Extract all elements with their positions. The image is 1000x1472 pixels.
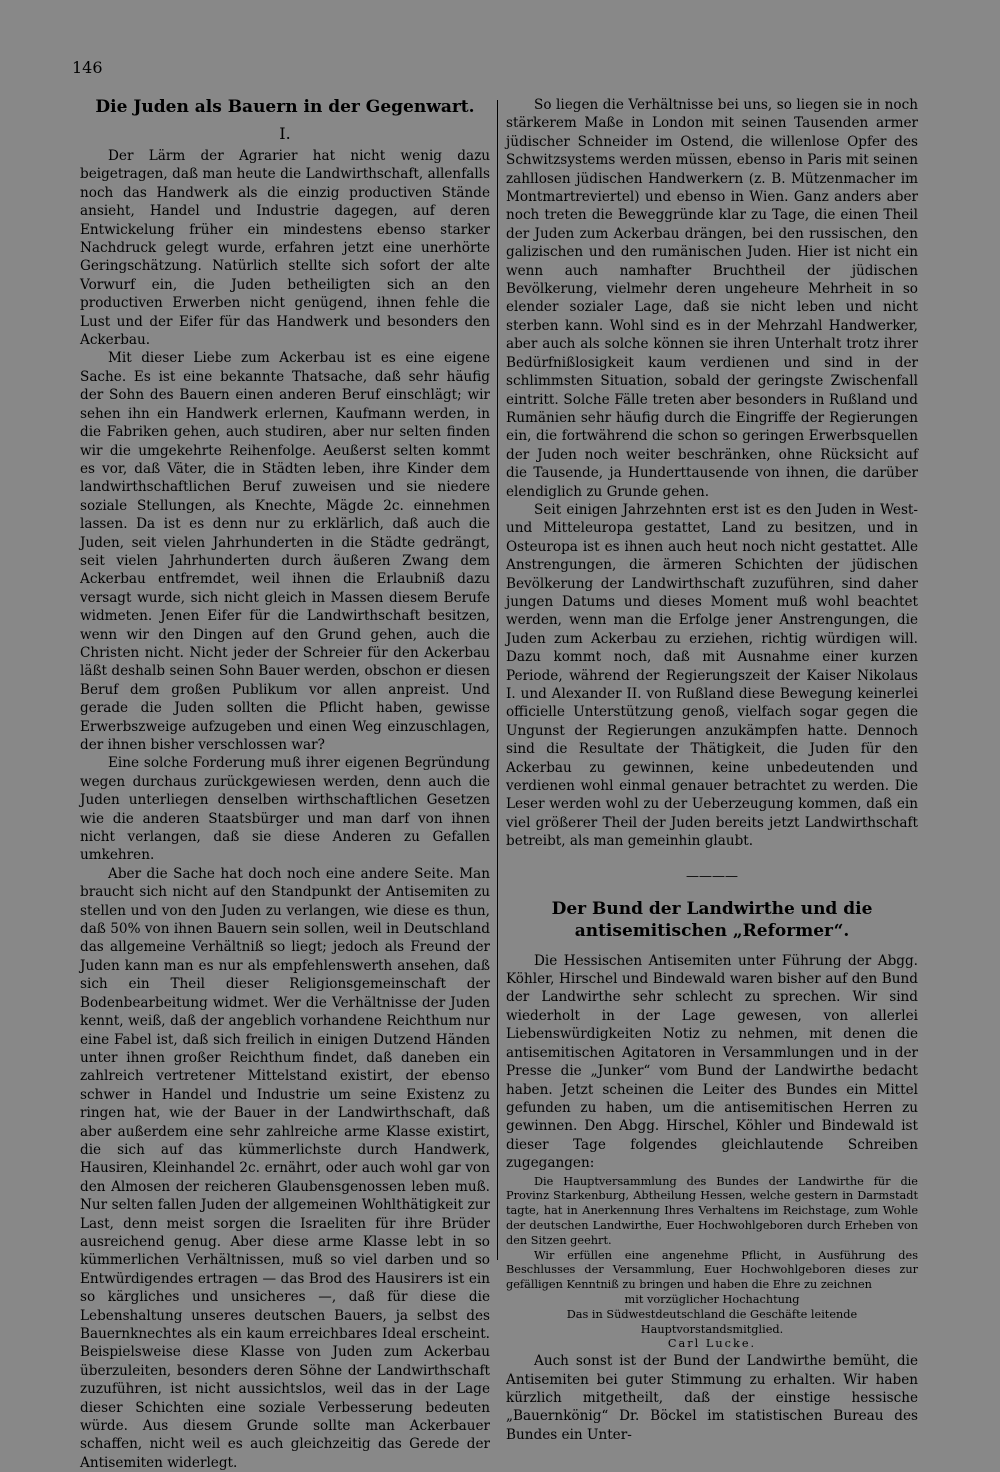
paragraph: Die Hessischen Antisemiten unter Führung der Abgg. Köhler, Hirschel und Bindewald waren bisher auf den Bund der Landwirthe sehr schlecht zu sprechen. Wir sind wiederholt in der Lage gewesen, von allerlei Liebenswürdigkeiten Notiz zu nehmen, mit denen die antisemitischen Agitatoren in Versammlungen und in der Presse die „Junker“ vom Bund der Landwirthe bedacht haben. Jetzt scheinen die Leiter des Bundes ein Mittel gefunden zu haben, um die antisemitischen Herren zu gewinnen. Den Abgg. Hirschel, Köhler und Bindewald ist dieser Tage folgendes gleichlautende Schreiben zugegangen: [506,952,918,1172]
paragraph: Mit dieser Liebe zum Ackerbau ist es eine eigene Sache. Es ist eine bekannte Thatsache, daß sehr häufig der Sohn des Bauern einen anderen Beruf einschlägt; wir sehen ihn ein Handwerk erlernen, Kaufmann werden, in die Fabriken gehen, auch studiren, aber nur selten finden wir die umgekehrte Reihenfolge. Aeußerst selten kommt es vor, daß Väter, die in Städten leben, ihre Kinder dem landwirthschaftlichen Beruf zuweisen und sie niedere soziale Stellungen, als Knechte, Mägde 2c. einnehmen lassen. Da ist es denn nur zu erklärlich, daß auch die Juden, seit vielen Jahrhunderten in die Städte gedrängt, seit vielen Jahrhunderten durch äußeren Zwang dem Ackerbau entfremdet, weil ihnen die Erlaubniß dazu versagt wurde, sich nicht gleich in Massen diesem Berufe widmeten. Jenen Eifer für die Landwirthschaft besitzen, wenn wir den Dingen auf den Grund gehen, auch die Christen nicht. Nicht jeder der Schreier für den Ackerbau läßt deshalb seinen Sohn Bauer werden, obschon er diesen Beruf dem großen Publikum vor allen anpreist. Und gerade die Juden sollten die Pflicht haben, gewisse Erwerbszweige aufzugeben und einen Weg einzuschlagen, der ihnen bisher verschlossen war? [80,350,490,753]
paragraph: Aber die Sache hat doch noch eine andere Seite. Man braucht sich nicht auf den Standpunkt der Antisemiten zu stellen und von den Juden zu verlangen, wie diese es thun, daß 50% von ihnen Bauern sein sollen, weil in Deutschland das allgemeine Verhältniß so liegt; jedoch als Freund der Juden kann man es nur als empfehlenswerth ansehen, daß sich ein Theil dieser Religionsgemeinschaft der Bodenbearbeitung widmet. Wer die Verhältnisse der Juden kennt, weiß, daß der angeblich vorhandene Reichthum nur eine Fabel ist, daß sich freilich in einigen Dutzend Händen unter ihnen großer Reichthum findet, daß daneben ein zahlreich vertretener Mittelstand existirt, der ebenso schwer in Handel und Industrie um seine Existenz zu ringen hat, wie der Bauer in der Landwirthschaft, daß aber außerdem eine sehr zahlreiche arme Klasse existirt, die sich auf das kümmerlichste durch Handwerk, Hausiren, Kleinhandel 2c. ernährt, oder auch wohl gar von den Almosen der reicheren Glaubensgenossen leben muß. Nur selten fallen Juden der allgemeinen Wohlthätigkeit zur Last, denn meist sorgen die Israeliten für ihre Brüder ausreichend genug. Aber diese arme Klasse lebt in so kümmerlichen Verhältnissen, muß so viel darben und so Entwürdigendes ertragen — das Brod des Hausirers ist ein so kärgliches und unsicheres —, daß für diese die Lebenshaltung unseres deutschen Bauers, ja selbst des Bauernknechtes als ein kaum erreichbares Ideal erscheint. Beispielsweise diese Klasse von Juden zum Ackerbau überzuleiten, besonders deren Söhne der Landwirthschaft zuzuführen, ist nicht aussichtslos, weil das in der Lage dieser Schichten eine soziale Verbesserung bedeuten würde. Aus diesem Grunde sollte man Ackerbauer schaffen, nicht weil es auch gleichzeitig das Gerede der Antisemiten widerlegt. [80,865,490,1471]
article-part-number: I. [279,124,291,143]
second-article-title: Der Bund der Landwirthe und die antisemitischen „Reformer“. [551,898,873,941]
quoted-letter [506,1175,918,1353]
left-column [80,96,490,1472]
letter-closing-body: Das in Südwestdeutschland die Geschäfte leitende Hauptvorstandsmitglied. [566,1307,858,1336]
article-title: Die Juden als Bauern in der Gegenwart. [95,97,475,117]
letter-paragraph: Wir erfüllen eine angenehme Pflicht, in Ausführung des Beschlusses der Versammlung, Euer Hochwohlgeboren dieses zur gefälligen Kenntniß zu bringen und haben die Ehre zu zeichnen [506,1248,918,1292]
letter-paragraph: Die Hauptversammlung des Bundes der Landwirthe für die Provinz Starkenburg, Abtheilung Hessen, welche gestern in Darmstadt tagte, hat in Anerkennung Ihres Verhaltens im Reichstage, zum Wohle der deutschen Landwirthe, Euer Hochwohlgeboren durch Erheben von den Sitzen geehrt. [506,1174,918,1247]
right-column [506,96,918,1444]
page-number: 146 [72,58,103,77]
column-divider [497,100,498,1260]
paragraph: Der Lärm der Agrarier hat nicht wenig dazu beigetragen, daß man heute die Landwirthschaft, allenfalls noch das Handwerk als die einzig productiven Stände ansieht, Handel und Industrie dagegen, auf deren Entwickelung früher ein mindestens ebenso starker Nachdruck gelegt wurde, erfahren jetzt eine unerhörte Geringschätzung. Natürlich stellte sich sofort der alte Vorwurf ein, die Juden betheiligten sich an den productiven Erwerben nicht genügend, ihnen fehle die Lust und der Eifer für das Handwerk und besonders den Ackerbau. [80,148,490,349]
paragraph: Seit einigen Jahrzehnten erst ist es den Juden in West- und Mitteleuropa gestattet, Land zu besitzen, und in Osteuropa ist es ihnen auch heut noch nicht gestattet. Alle Anstrengungen, die ärmeren Schichten der jüdischen Bevölkerung der Landwirthschaft zuzuführen, sind daher jungen Datums und dieses Moment muß wohl beachtet werden, wenn man die Erfolge jener Anstrengungen, die Juden zum Ackerbau zu erziehen, richtig würdigen will. Dazu kommt noch, daß mit Ausnahme einer kurzen Periode, während der Regierungszeit der Kaiser Nikolaus I. und Alexander II. von Rußland diese Bewegung keinerlei officielle Unterstützung genoß, vielfach sogar gegen die Ungunst der Regierungen anzukämpfen hatte. Dennoch sind die Resultate der Thätigkeit, die Juden für den Ackerbau zu gewinnen, keine unbedeutenden und verdienen wohl einmal genauer betrachtet zu werden. Die Leser werden wohl zu der Ueberzeugung kommen, daß ein viel größerer Theil der Juden bereits jetzt Landwirthschaft betreibt, als man gemeinhin glaubt. [506,501,918,850]
letter-signature: Carl Lucke. [667,1337,757,1351]
paragraph: Auch sonst ist der Bund der Landwirthe bemüht, die Antisemiten bei guter Stimmung zu erhalten. Wir haben kürzlich mitgetheilt, daß der einstige hessische „Bauernkönig“ Dr. Böckel im statistischen Bureau des Bundes ein Unter- [506,1353,918,1443]
letter-closing: mit vorzüglicher Hochachtung [624,1292,800,1306]
section-separator: ———— [686,868,738,884]
paragraph: Eine solche Forderung muß ihrer eigenen Begründung wegen durchaus zurückgewiesen werden, denn auch die Juden unterliegen denselben wirthschaftlichen Gesetzen wie die anderen Staatsbürger und man darf von ihnen nicht verlangen, daß sie diese Anderen zu Gefallen umkehren. [80,755,490,864]
paragraph: So liegen die Verhältnisse bei uns, so liegen sie in noch stärkerem Maße in London mit seinen Tausenden armer jüdischer Schneider im Ostend, die willenlose Opfer des Schwitzsystems werden müssen, ebenso in Paris mit seinen zahllosen jüdischen Handwerkern (z. B. Mützenmacher im Montmartreviertel) und ebenso in Wien. Ganz anders aber noch treten die Beweggründe klar zu Tage, die einen Theil der Juden zum Ackerbau drängen, bei den russischen, den galizischen und den rumänischen Juden. Hier ist nicht ein wenn auch namhafter Bruchtheil der jüdischen Bevölkerung, vielmehr deren ungeheure Mehrheit in so elender sozialer Lage, daß sie nicht leben und nicht sterben kann. Wohl sind es in der Mehrzahl Handwerker, aber auch als solche können sie ihren Unterhalt trotz ihrer Bedürfnißlosigkeit kaum verdienen und sind in der schlimmsten Situation, sobald der geringste Zwischenfall eintritt. Solche Fälle treten aber besonders in Rußland und Rumänien sehr häufig durch die Eingriffe der Regierungen ein, die fortwährend die schon so geringen Erwerbsquellen der Juden noch weiter beschränken, ohne Rücksicht auf die Tausende, ja Hunderttausende von ihnen, die darüber elendiglich zu Grunde gehen. [506,97,918,500]
